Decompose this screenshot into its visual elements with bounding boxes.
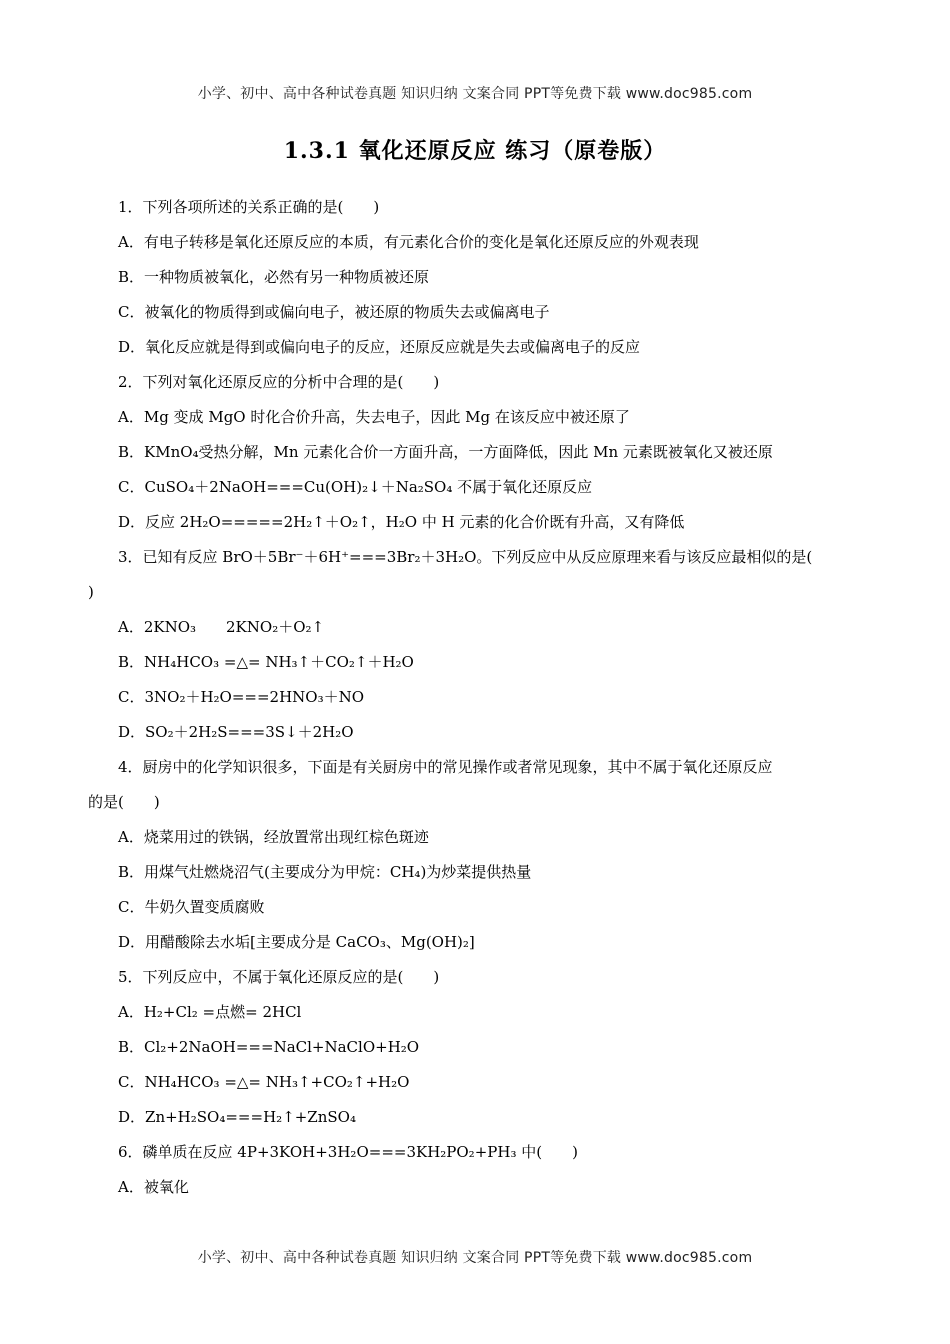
q1-option-b: B．一种物质被氧化，必然有另一种物质被还原 [118,268,430,286]
q3-option-a: A．2KNO₃ 2KNO₂＋O₂↑ [118,618,325,636]
q1-option-c: C．被氧化的物质得到或偏向电子，被还原的物质失去或偏离电子 [118,303,550,321]
q5-option-a: A．H₂+Cl₂ =点燃= 2HCl [118,1003,302,1021]
page-header: 小学、初中、高中各种试卷真题 知识归纳 文案合同 PPT等免费下载 www.doc985.com [197,86,753,102]
q2-option-d: D．反应 2H₂O=====2H₂↑＋O₂↑，H₂O 中 H 元素的化合价既有升高，又有降低 [118,513,685,531]
q3-option-b: B．NH₄HCO₃ =△= NH₃↑＋CO₂↑＋H₂O [118,653,414,671]
question-2: 2．下列对氧化还原反应的分析中合理的是( ) [118,373,440,391]
q1-option-a: A．有电子转移是氧化还原反应的本质，有元素化合价的变化是氧化还原反应的外观表现 [118,233,699,251]
q5-option-c: C．NH₄HCO₃ =△= NH₃↑+CO₂↑+H₂O [118,1073,410,1091]
q5-option-d: D．Zn+H₂SO₄===H₂↑+ZnSO₄ [118,1108,356,1126]
q4-option-a: A．烧菜用过的铁锅，经放置常出现红棕色斑迹 [118,828,429,846]
question-6: 6．磷单质在反应 4P+3KOH+3H₂O===3KH₂PO₂+PH₃ 中( ) [118,1143,578,1161]
question-3-continued: ) [88,583,94,601]
q2-option-b: B．KMnO₄受热分解，Mn 元素化合价一方面升高，一方面降低，因此 Mn 元素既被氧化又被还原 [118,443,773,461]
q1-option-d: D．氧化反应就是得到或偏向电子的反应，还原反应就是失去或偏离电子的反应 [118,338,641,356]
q3-option-c: C．3NO₂＋H₂O===2HNO₃＋NO [118,688,365,706]
question-4-continued: 的是( ) [88,793,160,811]
q3-option-d: D．SO₂＋2H₂S===3S↓＋2H₂O [118,723,354,741]
q6-option-a: A．被氧化 [118,1178,189,1196]
q4-option-d: D．用醋酸除去水垢[主要成分是 CaCO₃、Mg(OH)₂] [118,933,475,951]
q4-option-b: B．用煤气灶燃烧沼气(主要成分为甲烷：CH₄)为炒菜提供热量 [118,863,532,881]
page-title: 1.3.1 氧化还原反应 练习（原卷版） [283,138,667,164]
q5-option-b: B．Cl₂+2NaOH===NaCl+NaClO+H₂O [118,1038,420,1056]
question-4: 4．厨房中的化学知识很多，下面是有关厨房中的常见操作或者常见现象，其中不属于氧化还原反应 [118,758,773,776]
page-footer: 小学、初中、高中各种试卷真题 知识归纳 文案合同 PPT等免费下载 www.doc985.com [197,1250,753,1266]
question-3: 3．已知有反应 BrO＋5Br⁻＋6H⁺===3Br₂＋3H₂O。下列反应中从反应原理来看与该反应最相似的是( [118,548,813,566]
q2-option-a: A．Mg 变成 MgO 时化合价升高，失去电子，因此 Mg 在该反应中被还原了 [118,408,630,426]
exercise-body [88,190,864,1205]
question-5: 5．下列反应中，不属于氧化还原反应的是( ) [118,968,440,986]
q2-option-c: C．CuSO₄＋2NaOH===Cu(OH)₂↓＋Na₂SO₄ 不属于氧化还原反应 [118,478,593,496]
q4-option-c: C．牛奶久置变质腐败 [118,898,265,916]
question-1: 1．下列各项所述的关系正确的是( ) [118,198,380,216]
